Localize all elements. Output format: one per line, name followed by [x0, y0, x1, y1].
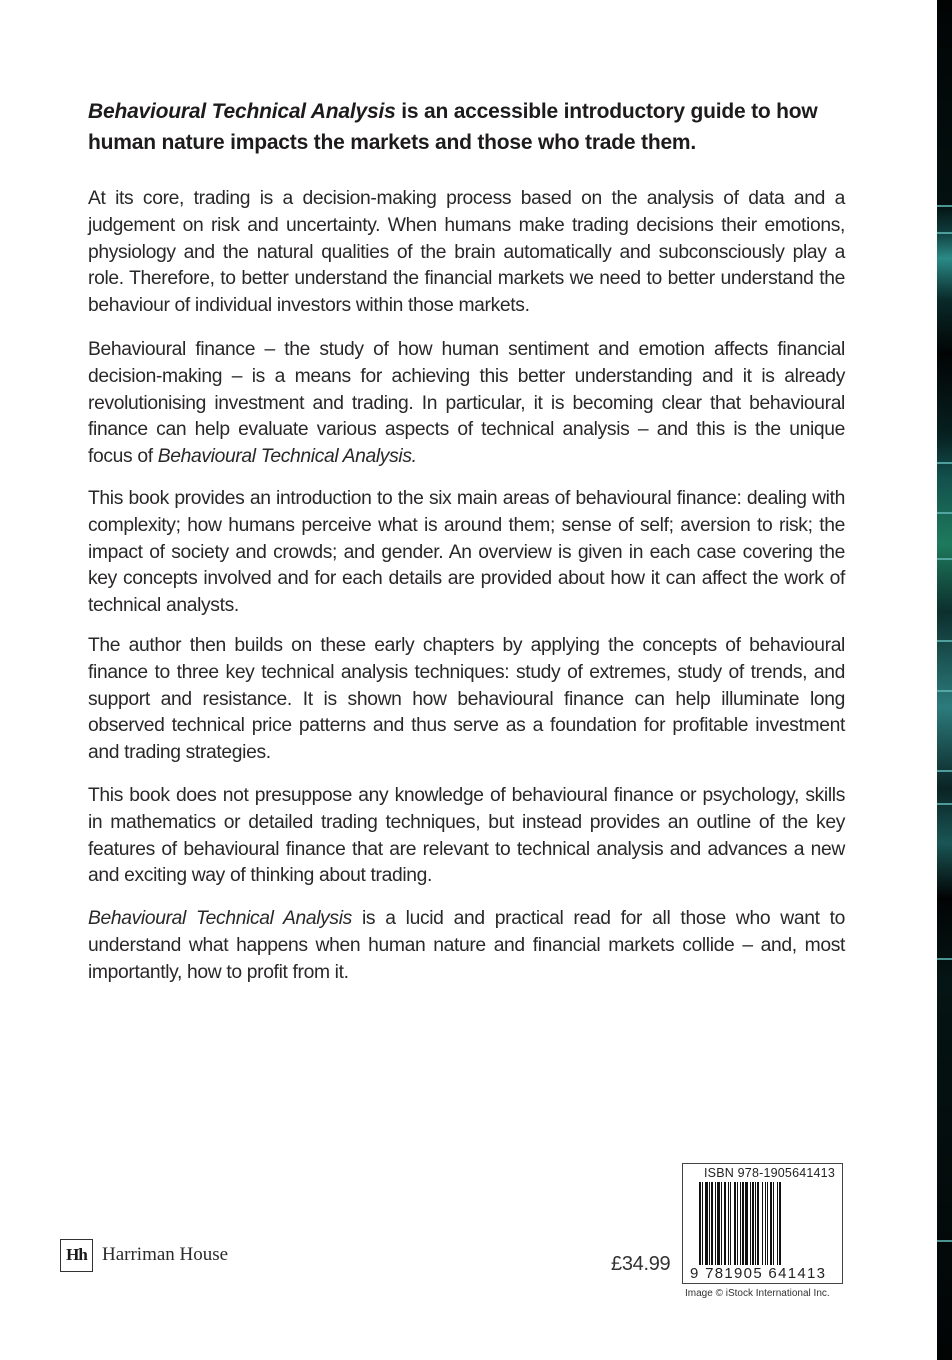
streak	[937, 770, 952, 772]
paragraph-2	[88, 337, 845, 471]
paragraph-1	[88, 186, 845, 320]
cover-art-edge	[937, 0, 952, 1360]
teal-glow	[937, 0, 952, 1360]
paragraph-text: At its core, trading is a decision-making process based on the analysis of data and a judgement on risk and uncertainty. When humans make trading decisions their emotions, physiology and the natural qualities of the brain automatically and subconsciously play a role. Therefore, to better understand the financial markets we need to better understand the behaviour of individual investors within those markets.	[88, 188, 845, 317]
barcode-digits	[689, 1265, 827, 1282]
paragraph-text: This book does not presuppose any knowledge of behavioural finance or psychology, skills in mathematics or detailed trading techniques, but instead provides an outline of the key features of behavioural finance that are relevant to technical analysis and advances a new and exciting way of thinking about trading.	[88, 785, 845, 887]
paragraph-body: is a lucid and practical read for all those who want to understand what happens when human nature and financial markets collide – and, most importantly, how to profit from it.	[88, 908, 845, 983]
paragraph-text	[88, 906, 845, 986]
barcode-bars-icon	[699, 1182, 831, 1272]
book-title-italic: Behavioural Technical Analysis	[88, 100, 396, 123]
book-title-italic: Behavioural Technical Analysis	[88, 908, 352, 929]
streak	[937, 640, 952, 642]
paragraph-text: The author then builds on these early chapters by applying the concepts of behavioural finance to three key technical analysis techniques: study of extremes, study of trends, and support and resistance. It is shown how behavioural finance can help illuminate long observed technical price patterns and thus serve as a foundation for profitable investment and trading strategies.	[88, 635, 845, 764]
streak	[937, 462, 952, 464]
image-credit: Image © iStock International Inc.	[685, 1288, 830, 1299]
streak	[937, 558, 952, 560]
isbn-label: ISBN 978-1905641413	[704, 1166, 835, 1180]
price: £34.99	[611, 1253, 671, 1275]
paragraph-text	[88, 337, 845, 471]
publisher	[60, 1236, 228, 1274]
streak	[937, 958, 952, 960]
isbn-barcode	[682, 1163, 843, 1284]
paragraph-3	[88, 486, 845, 620]
barcode-digits-text: 9 781905 641413	[690, 1265, 827, 1282]
paragraph-body: Behavioural finance – the study of how human sentiment and emotion affects financial decision-making – is a means for achieving this better understanding and it is already revolutionising investment and trading. In particular, it is becoming clear that behavioural finance can help evaluate various aspects of technical analysis – and this is the unique focus of	[88, 339, 845, 468]
publisher-name: Harriman House	[102, 1244, 229, 1265]
publisher-logo-icon: Hh	[60, 1239, 93, 1272]
paragraph-text: This book provides an introduction to the six main areas of behavioural finance: dealing with complexity; how humans perceive what is around them; sense of self; aversion to risk; the impact of society and crowds; and gender. An overview is given in each case covering the key concepts involved and for each details are provided about how it can affect the work of technical analysts.	[88, 488, 845, 617]
paragraph-4	[88, 633, 845, 767]
streak	[937, 803, 952, 805]
paragraph-5	[88, 783, 845, 890]
book-title-italic: Behavioural Technical Analysis.	[157, 446, 417, 468]
lead-statement	[88, 96, 848, 158]
lead-text: is an accessible introductory guide to how human nature impacts the markets and those who trade them.	[88, 100, 818, 154]
streak	[937, 1240, 952, 1242]
streak	[937, 512, 952, 514]
streak	[937, 690, 952, 692]
streak	[937, 205, 952, 207]
paragraph-6	[88, 906, 845, 986]
streak	[937, 232, 952, 234]
